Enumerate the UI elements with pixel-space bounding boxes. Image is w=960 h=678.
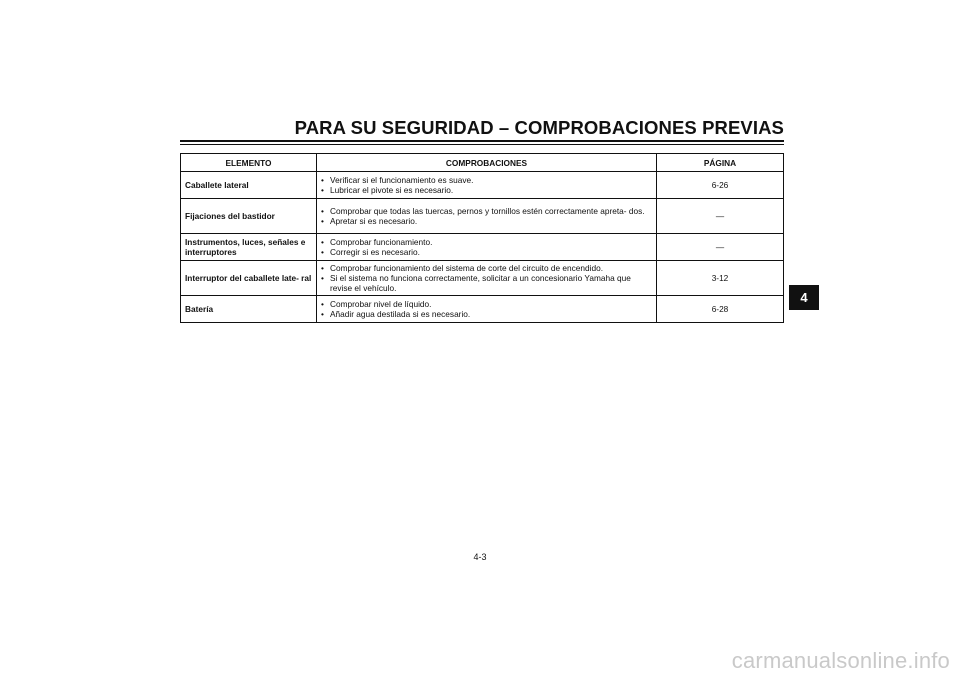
row-checks [317,199,657,234]
row-element: Interruptor del caballete late- ral [181,261,317,296]
watermark: carmanualsonline.info [731,648,950,673]
row-page: 6-28 [657,296,784,323]
row-element: Fijaciones del bastidor [181,199,317,234]
check-item: • Comprobar nivel de líquido. [321,299,652,309]
row-checks [317,261,657,296]
section-tab: 4 [789,285,819,310]
row-page: — [657,234,784,261]
row-checks [317,172,657,199]
row-element: Instrumentos, luces, señales e interruptores [181,234,317,261]
row-element: Caballete lateral [181,172,317,199]
check-item: • Lubricar el pivote si es necesario. [321,185,652,195]
title-rule-thin [180,144,784,145]
table-row [181,296,784,323]
row-checks [317,234,657,261]
row-page: 6-26 [657,172,784,199]
table-row [181,172,784,199]
pre-operation-checks-table [180,153,784,323]
check-item: • Verificar si el funcionamiento es suave. [321,175,652,185]
table-row [181,199,784,234]
row-page: — [657,199,784,234]
check-item: • Apretar si es necesario. [321,216,652,226]
check-item: • Comprobar funcionamiento. [321,237,652,247]
page-title: PARA SU SEGURIDAD – COMPROBACIONES PREVIAS [294,117,784,138]
check-item: • Si el sistema no funciona correctamente, solicitar a un concesionario Yamaha que revise el vehículo. [321,273,652,293]
table-header-row [181,154,784,172]
table-row [181,261,784,296]
table-row [181,234,784,261]
check-item: • Comprobar funcionamiento del sistema de corte del circuito de encendido. [321,263,652,273]
row-element: Batería [181,296,317,323]
row-checks [317,296,657,323]
check-item: • Corregir si es necesario. [321,247,652,257]
page-number: 4-3 [473,552,487,562]
title-rule-thick [180,140,784,142]
column-header-checks: COMPROBACIONES [317,154,657,172]
check-item: • Añadir agua destilada si es necesario. [321,309,652,319]
check-item: • Comprobar que todas las tuercas, pernos y tornillos estén correctamente apreta- dos. [321,206,652,216]
column-header-page: PÁGINA [657,154,784,172]
column-header-element: ELEMENTO [181,154,317,172]
row-page: 3-12 [657,261,784,296]
